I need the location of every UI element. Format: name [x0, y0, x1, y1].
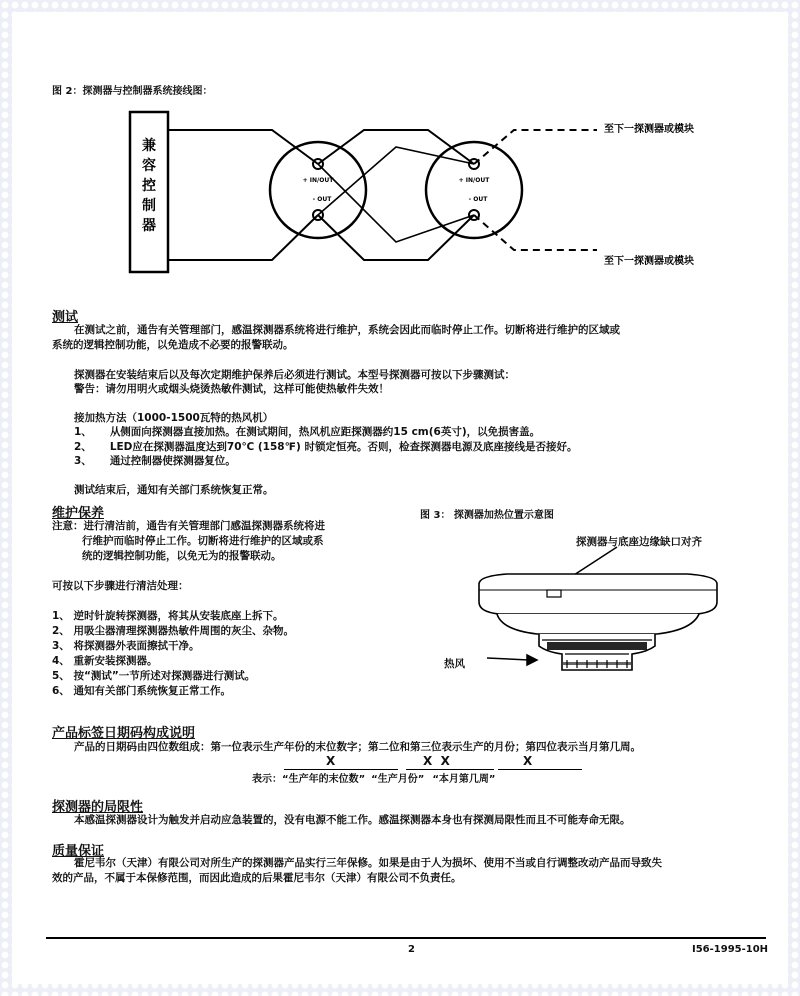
detector-2-in-label: + IN/OUT	[458, 177, 490, 184]
detector-heating-diagram	[467, 542, 727, 692]
figure3-hot-air-label: 热风	[444, 658, 465, 670]
test-step-1	[74, 424, 540, 439]
test-method: 接加热方法（1000-1500瓦特的热风机）	[74, 412, 274, 424]
limits-heading: 探测器的局限性	[52, 800, 144, 815]
caption-month: “生产月份”	[371, 774, 425, 785]
warranty-heading: 质量保证	[52, 844, 105, 859]
maintenance-step: 3、 将探测器外表面擦拭干净。	[52, 640, 200, 652]
next-device-top: 至下一探测器或模块	[604, 124, 694, 135]
caption-week: “本月第几周”	[432, 774, 496, 785]
page-number: 2	[408, 944, 415, 955]
test-para1-line2: 系统的逻辑控制功能，以免造成不必要的报警联动。	[52, 339, 294, 351]
figure3-align-label: 探测器与底座边缘缺口对齐	[576, 536, 702, 548]
test-para2: 探测器在安装结束后以及每次定期维护保养后必须进行测试。本型号探测器可按以下步骤测试：	[74, 369, 515, 381]
controller-char: 制	[142, 198, 156, 214]
maintenance-step: 2、 用吸尘器清理探测器热敏件周围的灰尘、杂物。	[52, 625, 294, 637]
maintenance-step: 6、 通知有关部门系统恢复正常工作。	[52, 685, 231, 697]
date-code-digit: X	[326, 754, 336, 768]
caption-prefix: 表示：	[252, 774, 282, 785]
document-number: I56-1995-10H	[692, 944, 769, 955]
detector-1-out-label: - OUT	[312, 196, 332, 203]
test-step-3	[74, 453, 236, 468]
wiring-diagram	[122, 102, 742, 282]
step-text: 从侧面向探测器直接加热。在测试期间，热风机应距探测器约15 cm(6英寸)，以免损害盖。	[109, 426, 541, 438]
controller-char: 控	[142, 178, 156, 194]
controller-label	[141, 137, 156, 234]
footer-rule	[46, 937, 766, 939]
figure2-caption: 图 2：探测器与控制器系统接线图：	[52, 86, 213, 97]
warranty-line2: 效的产品，不属于本保修范围，而因此造成的后果霍尼韦尔（天津）有限公司不负责任。	[52, 872, 462, 884]
maintenance-note-line: 统的逻辑控制功能，以免无为的报警联动。	[82, 550, 282, 562]
detector-1	[270, 142, 366, 238]
date-code-underline	[498, 769, 582, 770]
figure3-caption: 图 3： 探测器加热位置示意图	[420, 510, 554, 521]
maintenance-note-line: 行维护而临时停止工作。切断将进行维护的区域或系	[82, 535, 324, 547]
date-code-caption	[252, 770, 495, 785]
maintenance-heading: 维护保养	[52, 506, 105, 521]
maintenance-step: 5、 按“测试”一节所述对探测器进行测试。	[52, 670, 256, 682]
test-para1-line1: 在测试之前，通告有关管理部门，感温探测器系统将进行维护，系统会因此而临时停止工作。切断将进行维护的区域或	[74, 324, 620, 336]
date-code-digit: X X	[423, 754, 450, 768]
document-page	[12, 12, 788, 984]
test-warning: 警告：请勿用明火或烟头烧烫热敏件测试，这样可能使热敏件失效！	[74, 383, 389, 395]
test-step-2	[74, 439, 577, 454]
maintenance-note-line: 注意：进行清洁前，通告有关管理部门感温探测器系统将进	[52, 520, 325, 532]
test-end: 测试结束后，通知有关部门系统恢复正常。	[74, 484, 274, 496]
controller-char: 容	[142, 158, 156, 174]
controller-char: 器	[142, 218, 156, 234]
base-notch	[547, 590, 561, 597]
maintenance-step: 4、 重新安装探测器。	[52, 655, 158, 667]
step-text: LED应在探测器温度达到70℃ (158℉) 时锁定恒亮。否则，检查探测器电源及底座接线是否接好。	[109, 441, 578, 453]
hot-air-arrow	[487, 655, 537, 665]
maintenance-intro: 可按以下步骤进行清洁处理：	[52, 580, 189, 592]
step-number: 2、	[74, 441, 92, 453]
label-heading: 产品标签日期码构成说明	[52, 726, 196, 741]
label-desc: 产品的日期码由四位数组成：第一位表示生产年份的末位数字；第二位和第三位表示生产的月份；第四位表示当月第几周。	[74, 741, 641, 753]
detector-base	[479, 574, 717, 614]
test-heading: 测试	[52, 310, 79, 325]
maintenance-step: 1、 逆时针旋转探测器，将其从安装底座上拆下。	[52, 610, 284, 622]
detector-2-out-label: - OUT	[468, 196, 488, 203]
caption-year: “生产年的末位数”	[282, 774, 366, 785]
warranty-line1: 霍尼韦尔（天津）有限公司对所生产的探测器产品实行三年保修。如果是由于人为损坏、使用不当或自行调整改动产品而导致失	[74, 857, 662, 869]
date-code-digit: X	[523, 754, 533, 768]
limits-text: 本感温探测器设计为触发并启动应急装置的，没有电源不能工作。感温探测器本身也有探测局限性而且不可能寿命无限。	[74, 814, 631, 826]
step-text: 通过控制器使探测器复位。	[109, 455, 236, 467]
step-number: 1、	[74, 426, 92, 438]
next-device-bottom: 至下一探测器或模块	[604, 256, 694, 267]
detector-body	[497, 614, 699, 634]
detector-1-in-label: + IN/OUT	[302, 177, 334, 184]
step-number: 3、	[74, 455, 92, 467]
controller-char: 兼	[142, 138, 156, 154]
